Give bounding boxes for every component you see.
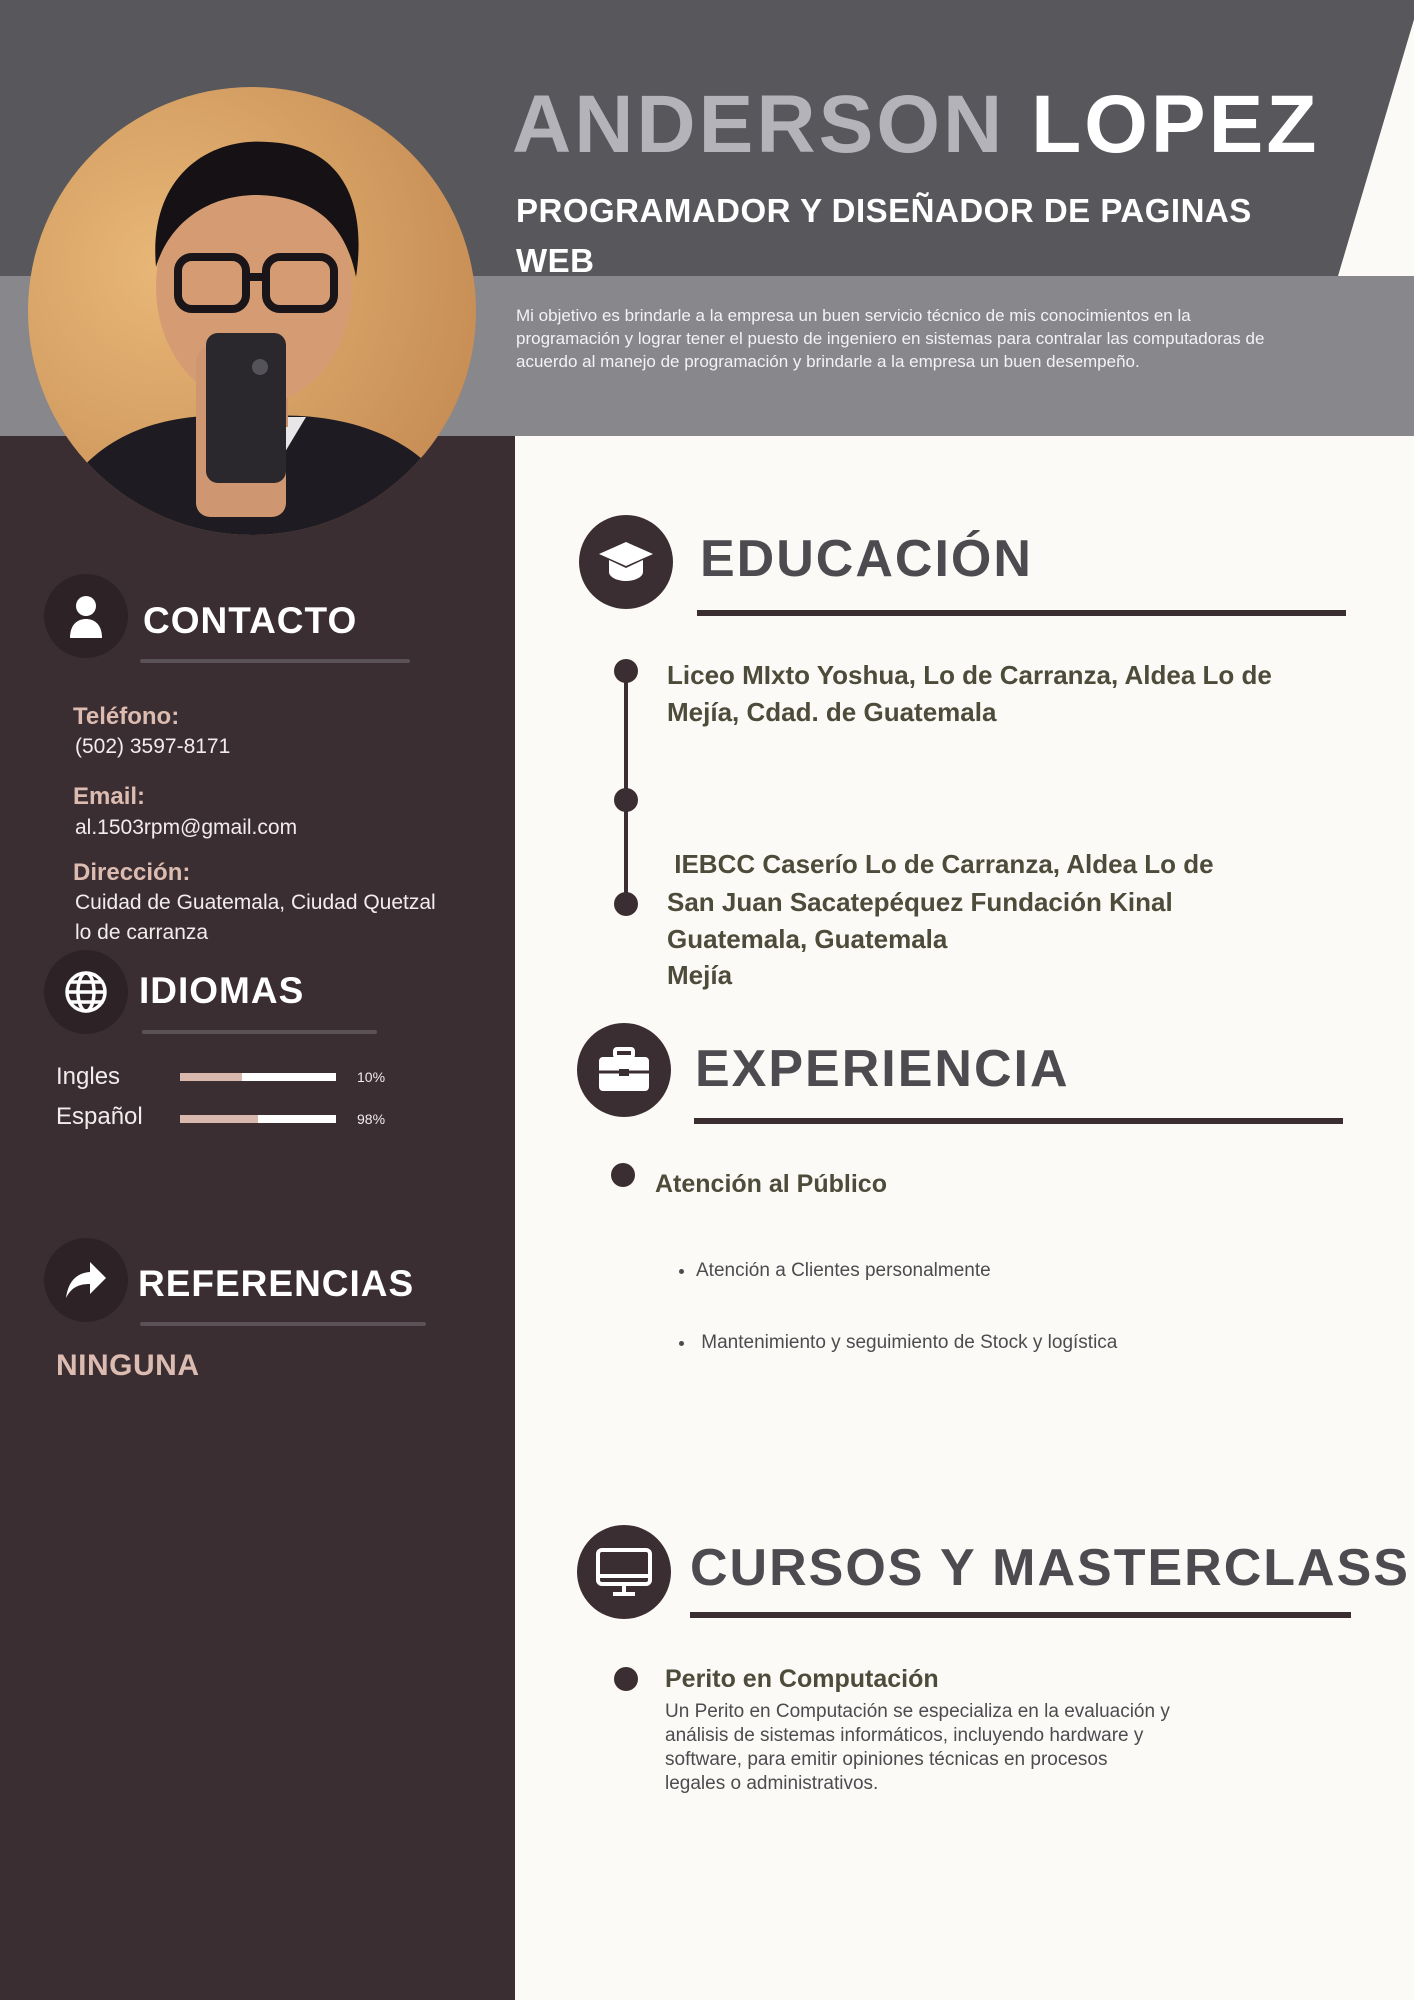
address-line-2: lo de carranza: [75, 921, 209, 944]
language-bar: [180, 1115, 336, 1123]
course-dot: [614, 1667, 638, 1691]
job-title: PROGRAMADOR Y DISEÑADOR DE PAGINAS WEB: [516, 192, 1252, 279]
language-name: Ingles: [56, 1063, 121, 1090]
experience-dot: [611, 1163, 635, 1187]
profile-photo: [28, 87, 476, 535]
education-title: EDUCACIÓN: [700, 530, 1033, 588]
experience-divider: [694, 1118, 1343, 1124]
share-arrow-icon: [44, 1238, 128, 1322]
language-percent: 10%: [357, 1069, 386, 1085]
course-description-line: software, para emitir opiniones técnicas en procesos: [665, 1749, 1108, 1770]
courses-divider: [690, 1612, 1351, 1618]
courses-title: CURSOS Y MASTERCLASS: [690, 1539, 1410, 1597]
education-item: [667, 657, 1272, 731]
email-value: al.1503rpm@gmail.com: [75, 816, 298, 839]
graduation-cap-icon: [579, 515, 673, 609]
education-divider: [697, 610, 1346, 616]
experience-bullet: • Mantenimiento y seguimiento de Stock y logística: [696, 1331, 1117, 1355]
objective-text: Mi objetivo es brindarle a la empresa un buen servicio técnico de mis conocimientos en la programación y lograr tener el puesto de ingeniero en sistemas para contralar las computadoras de acuerdo al manejo de programación y brindarle a la empresa un buen desempeño.: [516, 306, 1265, 371]
education-item-line: Mejía, Cdad. de Guatemala: [667, 697, 997, 727]
course-description-line: Un Perito en Computación se especializa en la evaluación y: [665, 1701, 1170, 1722]
education-item-line: Liceo MIxto Yoshua, Lo de Carranza, Aldea Lo de: [667, 660, 1272, 690]
language-bar-fill: [180, 1073, 242, 1081]
experience-bullets: [696, 1211, 1117, 1379]
last-name: LOPEZ: [1031, 79, 1320, 170]
address-line-1: Cuidad de Guatemala, Ciudad Quetzal: [75, 891, 436, 914]
education-item: [667, 884, 1173, 958]
phone-label: Teléfono:: [73, 703, 180, 730]
references-divider: [140, 1322, 426, 1326]
course-description-line: análisis de sistemas informáticos, incluyendo hardware y: [665, 1725, 1144, 1746]
contact-divider: [140, 659, 410, 663]
languages-title: IDIOMAS: [139, 970, 305, 1011]
sidebar: [0, 436, 515, 2000]
education-item-line: Mejía: [667, 960, 733, 990]
briefcase-icon: [577, 1023, 671, 1117]
timeline-dot: [614, 659, 638, 683]
language-percent: 98%: [357, 1111, 386, 1127]
contact-title: CONTACTO: [143, 600, 358, 641]
timeline-dot: [614, 892, 638, 916]
education-item-line: San Juan Sacatepéquez Fundación Kinal: [667, 887, 1173, 917]
education-item-line: Guatemala, Guatemala: [667, 924, 948, 954]
experience-title: EXPERIENCIA: [695, 1040, 1070, 1098]
first-name: ANDERSON: [512, 79, 1006, 170]
course-description-line: legales o administrativos.: [665, 1773, 879, 1794]
language-bar: [180, 1073, 336, 1081]
experience-bullet: • Atención a Clientes personalmente: [696, 1259, 1117, 1283]
language-name: Español: [56, 1103, 143, 1130]
references-value: NINGUNA: [56, 1349, 200, 1382]
experience-job: Atención al Público: [655, 1170, 887, 1198]
language-bar-fill: [180, 1115, 258, 1123]
languages-divider: [142, 1030, 377, 1034]
candidate-name: [512, 79, 1320, 170]
monitor-icon: [577, 1525, 671, 1619]
user-icon: [44, 574, 128, 658]
course-description: [665, 1700, 1170, 1796]
course-name: Perito en Computación: [665, 1665, 939, 1693]
globe-icon: [44, 950, 128, 1034]
email-label: Email:: [73, 783, 146, 810]
references-title: REFERENCIAS: [138, 1263, 415, 1304]
education-item-line: IEBCC Caserío Lo de Carranza, Aldea Lo de: [667, 849, 1214, 879]
address-label: Dirección:: [73, 859, 191, 886]
timeline-dot: [614, 788, 638, 812]
phone-value: (502) 3597-8171: [75, 735, 231, 758]
